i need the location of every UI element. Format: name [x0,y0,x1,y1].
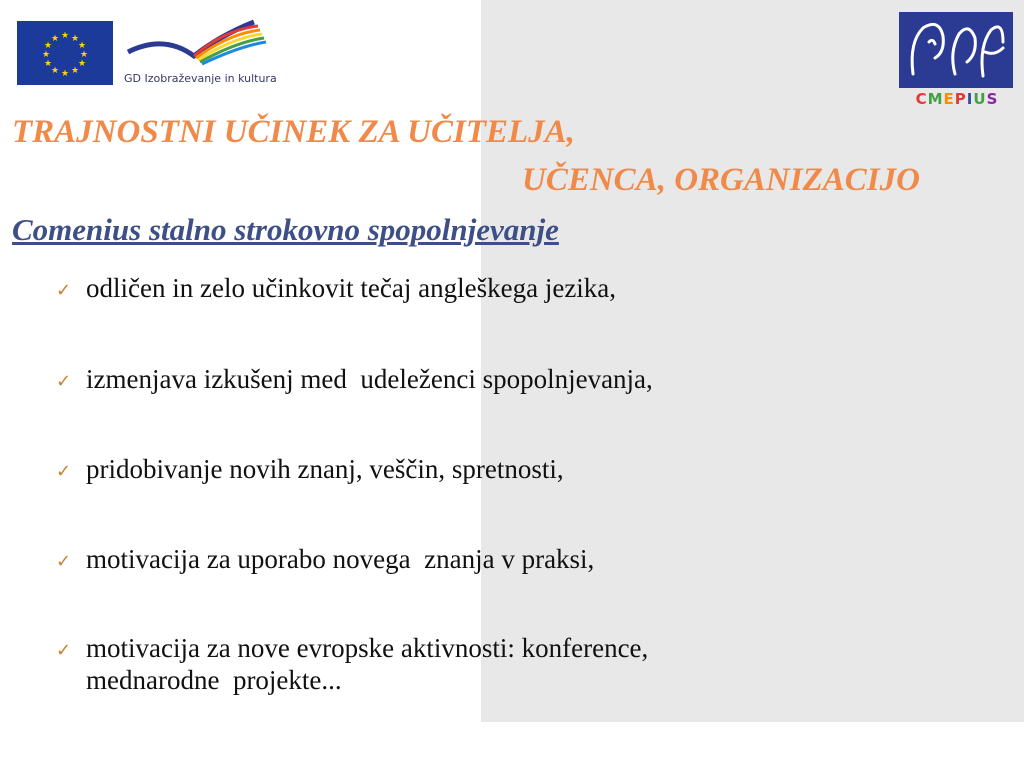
list-item [56,363,653,395]
cmepius-figures-icon [899,12,1013,88]
svg-text:★: ★ [60,69,70,79]
list-item-text: motivacija za nove evropske aktivnosti: konference, mednarodne projekte... [86,633,649,695]
checkmark-icon: ✓ [56,461,72,482]
gd-caption: GD Izobraževanje in kultura [124,72,277,85]
checkmark-icon: ✓ [56,551,72,572]
list-item-text: pridobivanje novih znanj, veščin, spretnosti, [86,454,564,484]
title-line-2: UČENCA, ORGANIZACIJO [522,162,920,198]
cmepius-wordmark [899,90,1015,108]
checkmark-icon: ✓ [56,280,72,301]
svg-text:★: ★ [50,34,60,44]
cmepius-emblem [899,12,1013,88]
svg-text:★: ★ [43,59,53,69]
subtitle: Comenius stalno strokovno spopolnjevanje [12,212,559,247]
list-item-text: odličen in zelo učinkovit tečaj angleškega jezika, [86,273,617,303]
svg-text:★: ★ [50,66,60,76]
list-item [56,632,648,696]
cmepius-logo [899,12,1015,110]
svg-text:★: ★ [79,50,89,60]
eu-stars-icon [17,21,113,85]
svg-text:★: ★ [77,59,87,69]
svg-text:★: ★ [70,34,80,44]
svg-text:★: ★ [60,31,70,41]
cmepius-letter: C [915,90,928,108]
svg-text:★: ★ [77,41,87,51]
list-item [56,453,564,485]
svg-text:★: ★ [70,66,80,76]
list-item [56,272,616,304]
cmepius-letter: M [927,90,944,108]
list-item-text: izmenjava izkušenj med udeleženci spopolnjevanja, [86,364,653,394]
eu-flag-logo [17,21,113,85]
cmepius-letter: P [954,90,967,108]
cmepius-letter: I [966,90,974,108]
checkmark-icon: ✓ [56,640,72,661]
list-item-text: motivacija za uporabo novega znanja v praksi, [86,544,595,574]
cmepius-letter: U [973,90,987,108]
list-item [56,543,594,575]
checkmark-icon: ✓ [56,371,72,392]
svg-text:★: ★ [41,50,51,60]
cmepius-letter: E [943,90,955,108]
title-line-1: TRAJNOSTNI UČINEK ZA UČITELJA, [12,114,575,150]
svg-text:★: ★ [43,41,53,51]
cmepius-letter: S [986,90,999,108]
